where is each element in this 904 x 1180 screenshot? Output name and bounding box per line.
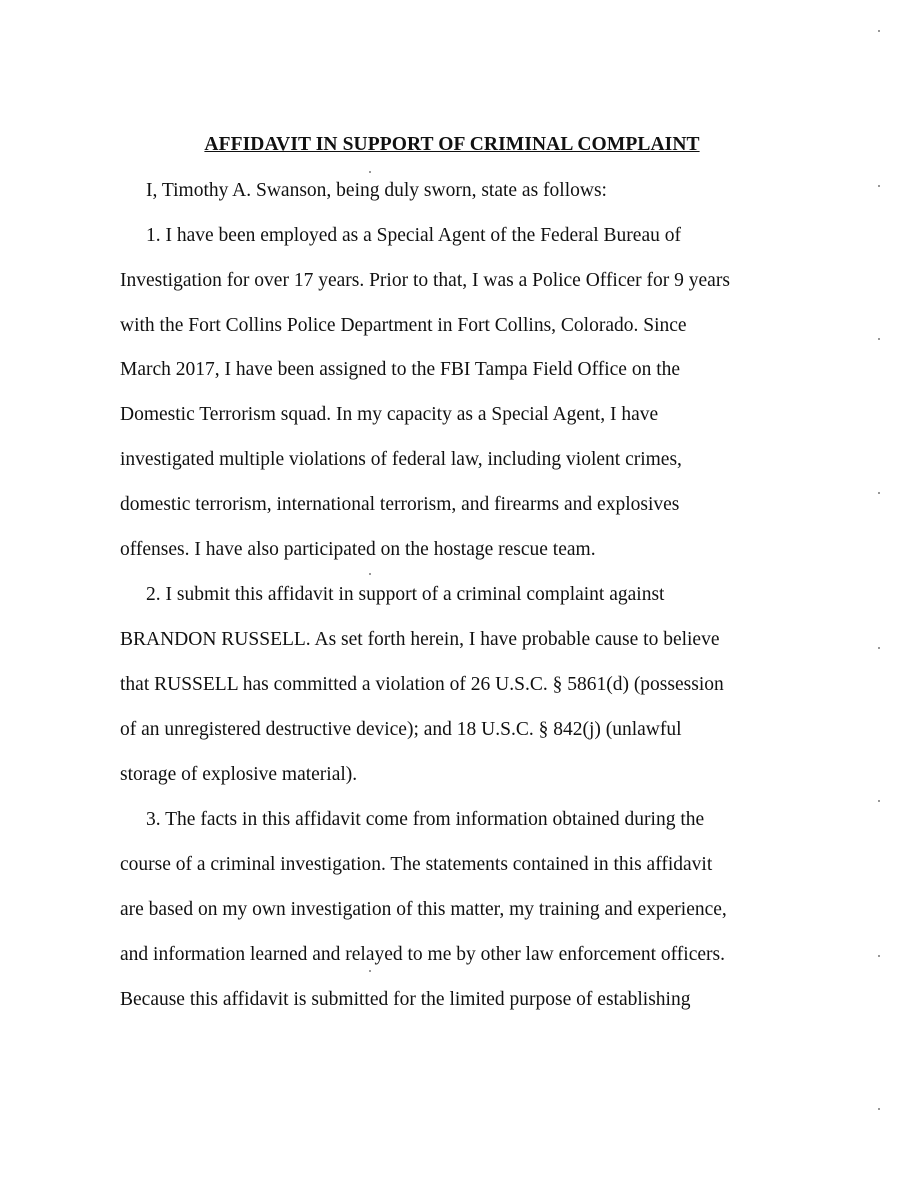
paragraph-2-line: BRANDON RUSSELL. As set forth herein, I have probable cause to believe [120, 629, 720, 650]
paragraph-1-line: offenses. I have also participated on the hostage rescue team. [120, 539, 596, 560]
paragraph-2-line: of an unregistered destructive device); and 18 U.S.C. § 842(j) (unlawful [120, 719, 682, 740]
paragraph-1-line: Investigation for over 17 years. Prior to that, I was a Police Officer for 9 years [120, 270, 730, 291]
scan-speck [878, 647, 880, 649]
paragraph-1-line: investigated multiple violations of federal law, including violent crimes, [120, 449, 682, 470]
paragraph-3-line: 3. The facts in this affidavit come from information obtained during the [146, 809, 705, 830]
intro-line: I, Timothy A. Swanson, being duly sworn, state as follows: [146, 180, 607, 201]
paragraph-1-line: 1. I have been employed as a Special Agent of the Federal Bureau of [146, 225, 681, 246]
scan-speck [878, 30, 880, 32]
paragraph-3-line: and information learned and relayed to me by other law enforcement officers. [120, 944, 725, 965]
paragraph-1-line: March 2017, I have been assigned to the FBI Tampa Field Office on the [120, 359, 681, 380]
scan-speck [878, 338, 880, 340]
scan-speck [878, 955, 880, 957]
paragraph-3-line: course of a criminal investigation. The statements contained in this affidavit [120, 854, 713, 875]
scan-speck [369, 970, 371, 972]
paragraph-2-line: that RUSSELL has committed a violation of 26 U.S.C. § 5861(d) (possession [120, 674, 724, 695]
scan-speck [878, 1108, 880, 1110]
paragraph-2-line: 2. I submit this affidavit in support of a criminal complaint against [146, 584, 665, 605]
document-title: AFFIDAVIT IN SUPPORT OF CRIMINAL COMPLAINT [204, 134, 700, 155]
paragraph-1-line: with the Fort Collins Police Department in Fort Collins, Colorado. Since [120, 315, 687, 336]
scan-speck [878, 492, 880, 494]
paragraph-2-line: storage of explosive material). [120, 764, 358, 785]
paragraph-3-line: Because this affidavit is submitted for the limited purpose of establishing [120, 989, 691, 1010]
scan-speck [878, 800, 880, 802]
scan-speck [878, 185, 880, 187]
paragraph-1-line: domestic terrorism, international terrorism, and firearms and explosives [120, 494, 680, 515]
scan-speck [369, 171, 371, 173]
paragraph-1-line: Domestic Terrorism squad. In my capacity as a Special Agent, I have [120, 404, 659, 425]
paragraph-3-line: are based on my own investigation of this matter, my training and experience, [120, 899, 727, 920]
scan-speck [369, 573, 371, 575]
